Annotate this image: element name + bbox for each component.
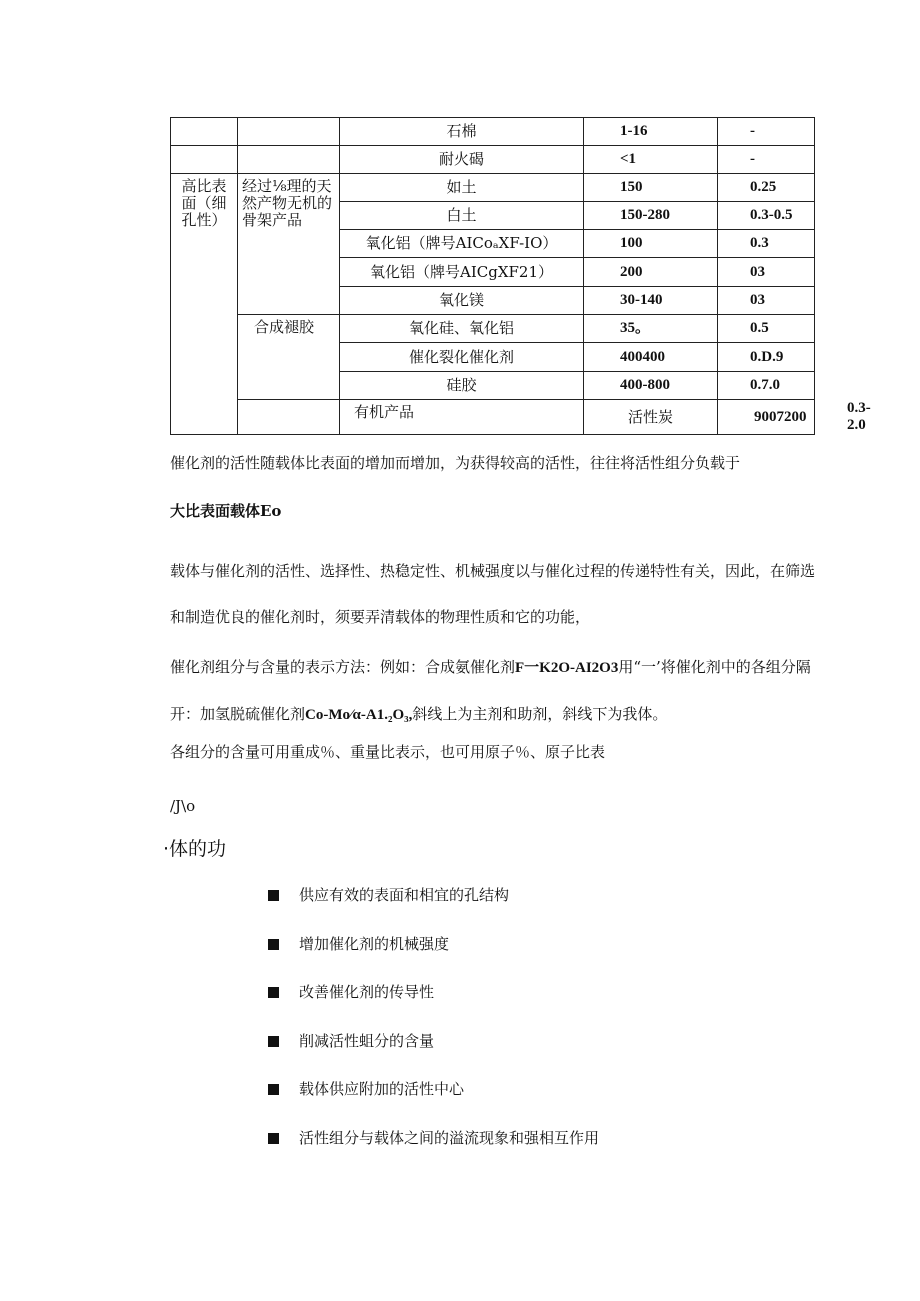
surface-area: 150-280 bbox=[584, 202, 718, 230]
list-item bbox=[266, 981, 599, 1030]
table-row: 有机产品 活性炭 9007200 0.3-2.0 bbox=[171, 400, 815, 435]
formula-ammonia-catalyst: F一K2O-AI2O3 bbox=[515, 660, 619, 676]
list-item-text: 载体供应附加的活性中心 bbox=[299, 1080, 465, 1098]
carrier-name: 如土 bbox=[340, 174, 584, 202]
formula-hds-catalyst: Co-Mo⁄α-A1.₂O₃, bbox=[305, 707, 413, 723]
surface-area: 9007200 bbox=[718, 400, 815, 435]
pore-volume: 0.3 bbox=[718, 230, 815, 258]
paragraph-fragment: /J\o bbox=[170, 797, 196, 815]
pore-volume: 0.7.0 bbox=[718, 372, 815, 400]
paragraph-activity-line1: 催化剂的活性随载体比表面的增加而增加，为获得较高的活性，往往将活性组分负载于 bbox=[170, 454, 741, 472]
table-cell-empty bbox=[238, 400, 340, 435]
table-row bbox=[171, 174, 815, 202]
surface-area: 1-16 bbox=[584, 118, 718, 146]
paragraph-text: 大比表面载体Eo bbox=[170, 502, 282, 520]
paragraph-text: 用“一’将催化剂中的各组分隔开：加氢脱硫催化剂 bbox=[170, 658, 811, 723]
pore-volume: - bbox=[718, 146, 815, 174]
list-item bbox=[266, 1127, 599, 1176]
carrier-name: 氧化镁 bbox=[340, 287, 584, 315]
list-item bbox=[266, 1030, 599, 1079]
paragraph-notation bbox=[170, 644, 820, 738]
paragraph-activity-line2 bbox=[170, 500, 820, 522]
list-item-text: 削减活性蛆分的含量 bbox=[299, 1031, 435, 1050]
carrier-name: 氧化硅、氧化铝 bbox=[340, 315, 584, 343]
bullet-square-icon bbox=[268, 1084, 279, 1095]
carrier-name: 氧化铝（牌号AICgXF21） bbox=[340, 258, 584, 287]
table-cell-empty bbox=[238, 146, 340, 174]
paragraph-carrier-properties: 载体与催化剂的活性、选择性、热稳定性、机械强度以与催化过程的传递特性有关，因此，在筛选和制造优良的催化剂时，须要弄清载体的物理性质和它的功能， bbox=[170, 562, 816, 626]
bullet-square-icon bbox=[268, 939, 279, 950]
surface-area: 400-800 bbox=[584, 372, 718, 400]
list-item-text: 改善催化剂的传导性 bbox=[299, 983, 435, 1001]
surface-area: 150 bbox=[584, 174, 718, 202]
carrier-name: 耐火碣 bbox=[340, 146, 584, 174]
carrier-name: 活性炭 bbox=[584, 400, 718, 435]
paragraph-text: 催化剂组分与含量的表示方法：例如：合成氨催化剂 bbox=[170, 658, 516, 676]
pore-volume: 03 bbox=[718, 287, 815, 315]
list-item bbox=[266, 933, 599, 982]
pore-volume: 0.5 bbox=[718, 315, 815, 343]
bullet-square-icon bbox=[268, 1036, 279, 1047]
table-cell-empty bbox=[171, 118, 238, 146]
table-row bbox=[171, 315, 815, 343]
table-row bbox=[171, 118, 815, 146]
bullet-square-icon bbox=[268, 890, 279, 901]
pore-volume: 03 bbox=[718, 258, 815, 287]
list-item-text: 活性组分与载体之间的溢流现象和强相互作用 bbox=[299, 1128, 600, 1147]
subcategory-organic: 有机产品 bbox=[340, 400, 584, 435]
surface-area: 30-140 bbox=[584, 287, 718, 315]
surface-area: 35。 bbox=[584, 315, 718, 343]
paragraph-content-expression: 各组分的含量可用重成％、重量比表示，也可用原子％、原子比表 bbox=[170, 743, 606, 761]
carrier-name: 白土 bbox=[340, 202, 584, 230]
carrier-name: 氧化铝（牌号AICoₐXF-IO） bbox=[340, 230, 584, 258]
table-cell-empty bbox=[171, 146, 238, 174]
subcategory-natural: 经过⅛理的天然产物无机的骨架产品 bbox=[238, 174, 340, 315]
carrier-name: 催化裂化催化剂 bbox=[340, 343, 584, 372]
list-item bbox=[266, 1078, 599, 1127]
carrier-table bbox=[170, 117, 871, 435]
pore-volume: 0.3-0.5 bbox=[718, 202, 815, 230]
list-item bbox=[266, 884, 599, 933]
surface-area: 100 bbox=[584, 230, 718, 258]
bullet-square-icon bbox=[268, 1133, 279, 1144]
carrier-name: 石棉 bbox=[340, 118, 584, 146]
pore-volume: 0.25 bbox=[718, 174, 815, 202]
section-heading: ·体的功 bbox=[163, 838, 227, 860]
pore-volume: 0.D.9 bbox=[718, 343, 815, 372]
list-item-text: 增加催化剂的机械强度 bbox=[299, 934, 450, 953]
bullet-square-icon bbox=[268, 987, 279, 998]
subcategory-synthetic: 合成褪胶 bbox=[238, 315, 340, 400]
surface-area: <1 bbox=[584, 146, 718, 174]
table-cell-empty bbox=[238, 118, 340, 146]
category-high-surface: 高比表面（细孔性） bbox=[171, 174, 238, 435]
table-row bbox=[171, 146, 815, 174]
surface-area: 200 bbox=[584, 258, 718, 287]
function-list bbox=[266, 884, 599, 1175]
pore-volume: - bbox=[718, 118, 815, 146]
surface-area: 400400 bbox=[584, 343, 718, 372]
paragraph-text: 斜线上为主剂和助剂，斜线下为我体。 bbox=[412, 705, 668, 723]
carrier-name: 硅胶 bbox=[340, 372, 584, 400]
list-item-text: 供应有效的表面和相宜的孔结构 bbox=[299, 886, 510, 904]
